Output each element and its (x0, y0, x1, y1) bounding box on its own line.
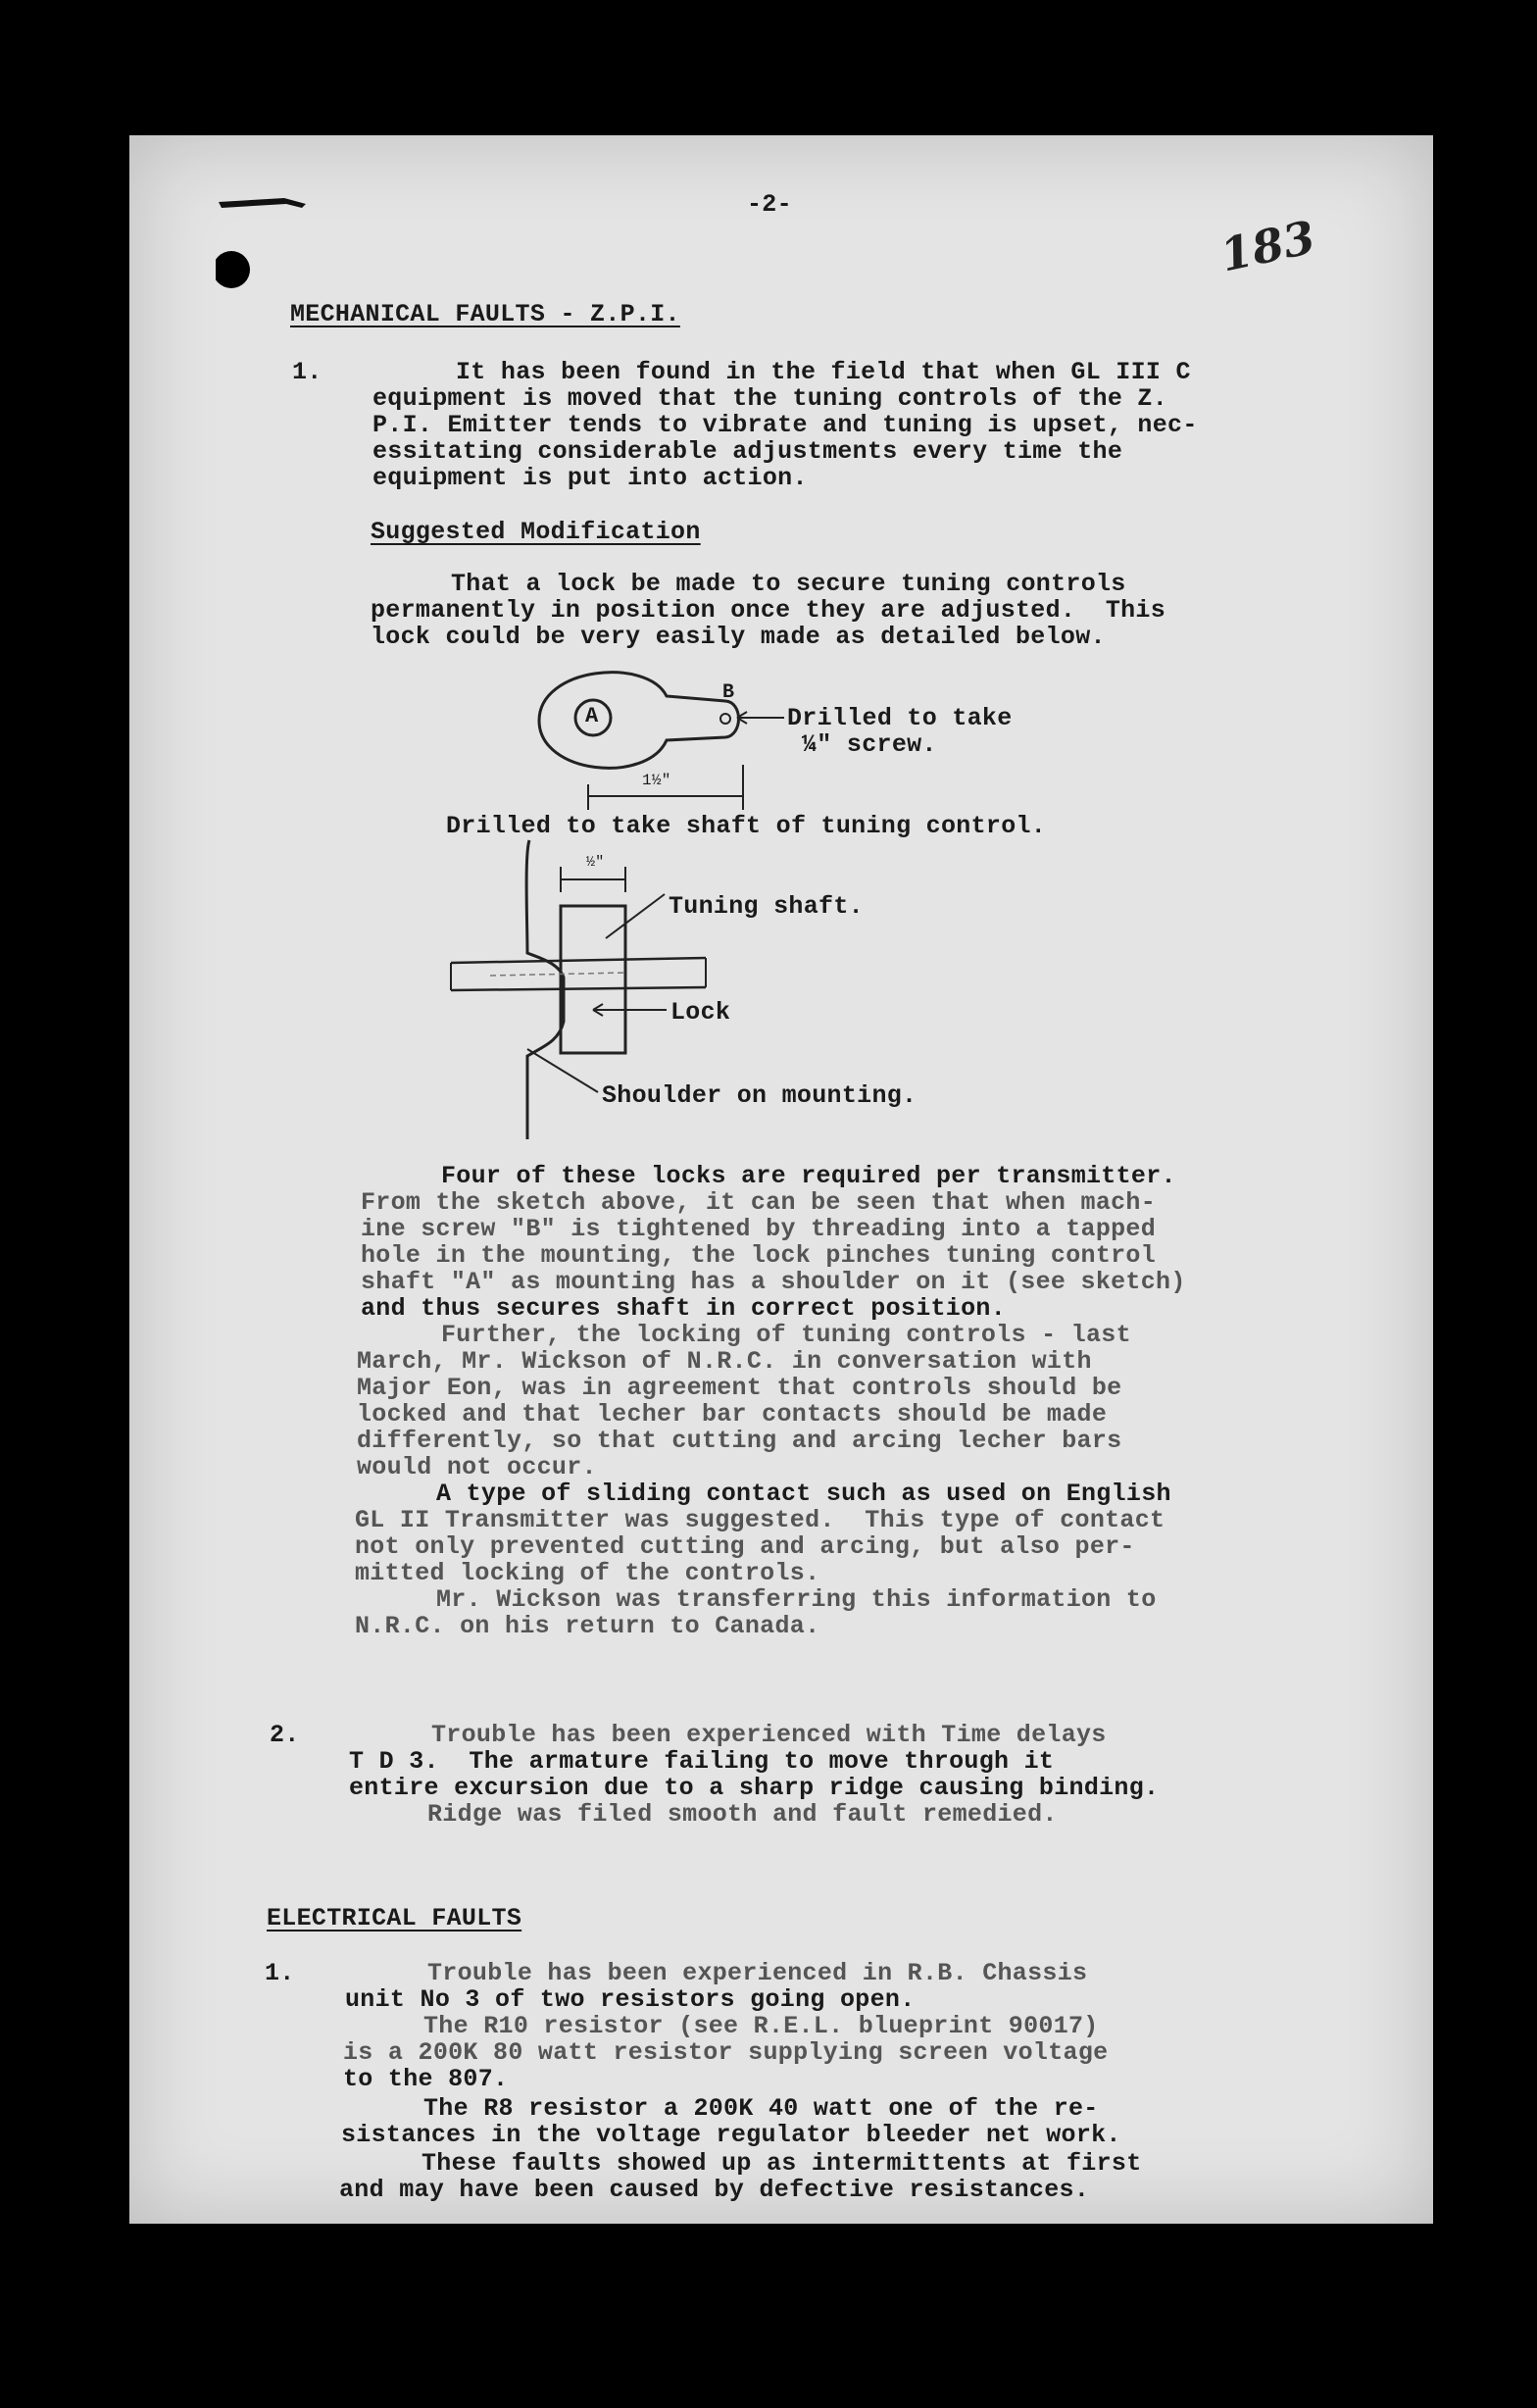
paragraph-line: lock could be very easily made as detailed below. (371, 623, 1106, 651)
paragraph-line: T D 3. The armature failing to move through it (349, 1747, 1055, 1776)
paragraph-line: P.I. Emitter tends to vibrate and tuning is upset, nec- (372, 411, 1198, 439)
paragraph-line: permanently in position once they are adjusted. This (371, 596, 1166, 625)
paragraph-line: locked and that lecher bar contacts should be made (357, 1400, 1108, 1429)
paragraph-line: Further, the locking of tuning controls - last (441, 1321, 1131, 1349)
paragraph-line: shaft "A" as mounting has a shoulder on it (see sketch) (361, 1268, 1186, 1296)
label-a: A (585, 704, 599, 728)
arrow-icon (733, 708, 786, 727)
paragraph-line: Ridge was filed smooth and fault remedied. (427, 1800, 1058, 1829)
paragraph-line: Major Eon, was in agreement that controls should be (357, 1374, 1122, 1402)
paragraph-line: GL II Transmitter was suggested. This type of contact (355, 1506, 1165, 1534)
item-number: 1. (265, 1959, 295, 1987)
paragraph-line: It has been found in the field that when GL III C (456, 358, 1191, 386)
paragraph-line: The R10 resistor (see R.E.L. blueprint 90017) (423, 2012, 1099, 2040)
paragraph-line: would not occur. (357, 1453, 597, 1481)
paragraph-line: Trouble has been experienced in R.B. Chassis (427, 1959, 1088, 1987)
paragraph-line: ine screw "B" is tightened by threading into a tapped (361, 1215, 1157, 1243)
paragraph-line: Four of these locks are required per transmitter. (441, 1162, 1176, 1190)
dimension-label: ½" (586, 854, 605, 871)
paragraph-line: unit No 3 of two resistors going open. (345, 1985, 916, 2014)
paragraph-line: entire excursion due to a sharp ridge causing binding. (349, 1774, 1160, 1802)
paragraph-line: That a lock be made to secure tuning controls (451, 570, 1126, 598)
paragraph-line: The R8 resistor a 200K 40 watt one of the re- (423, 2094, 1099, 2123)
label-lock: Lock (670, 998, 731, 1027)
item-number: 2. (270, 1721, 300, 1749)
paragraph-line: equipment is moved that the tuning controls of the Z. (372, 384, 1168, 413)
paragraph-line: essitating considerable adjustments every time the (372, 437, 1123, 466)
subheading-modification: Suggested Modification (371, 518, 701, 546)
paragraph-line: and may have been caused by defective resistances. (339, 2176, 1090, 2204)
paragraph-line: not only prevented cutting and arcing, but also per- (355, 1532, 1135, 1561)
paragraph-line: Trouble has been experienced with Time delays (431, 1721, 1107, 1749)
drill-note: ¼" screw. (802, 730, 937, 759)
page-number: -2- (747, 190, 792, 219)
section-heading-electrical: ELECTRICAL FAULTS (267, 1904, 522, 1932)
dimension-label: 1½" (642, 772, 671, 789)
paragraph-line: mitted locking of the controls. (355, 1559, 820, 1587)
item-number: 1. (292, 358, 322, 386)
paragraph-line: differently, so that cutting and arcing lecher bars (357, 1427, 1122, 1455)
label-b: B (722, 681, 735, 704)
paragraph-line: Mr. Wickson was transferring this information to (436, 1585, 1157, 1614)
label-tuning-shaft: Tuning shaft. (669, 892, 864, 921)
paragraph-line: A type of sliding contact such as used on English (436, 1480, 1171, 1508)
paragraph-line: From the sketch above, it can be seen that when mach- (361, 1188, 1157, 1217)
paragraph-line: N.R.C. on his return to Canada. (355, 1612, 820, 1640)
handwritten-folio: 183 (1215, 210, 1320, 282)
paragraph-line: hole in the mounting, the lock pinches tuning control (361, 1241, 1157, 1270)
paragraph-line: and thus secures shaft in correct position. (361, 1294, 1007, 1323)
drill-note: Drilled to take (787, 704, 1013, 732)
paragraph-line: These faults showed up as intermittents at first (421, 2149, 1142, 2178)
diagram-caption: Drilled to take shaft of tuning control. (446, 812, 1047, 840)
paragraph-line: equipment is put into action. (372, 464, 808, 492)
punch-hole-mark (216, 157, 471, 314)
paragraph-line: to the 807. (343, 2065, 509, 2093)
paragraph-line: is a 200K 80 watt resistor supplying screen voltage (343, 2038, 1109, 2067)
label-shoulder: Shoulder on mounting. (602, 1081, 917, 1110)
paragraph-line: sistances in the voltage regulator bleeder net work. (341, 2121, 1121, 2149)
section-heading-mechanical: MECHANICAL FAULTS - Z.P.I. (290, 300, 680, 328)
paragraph-line: March, Mr. Wickson of N.R.C. in conversation with (357, 1347, 1092, 1376)
